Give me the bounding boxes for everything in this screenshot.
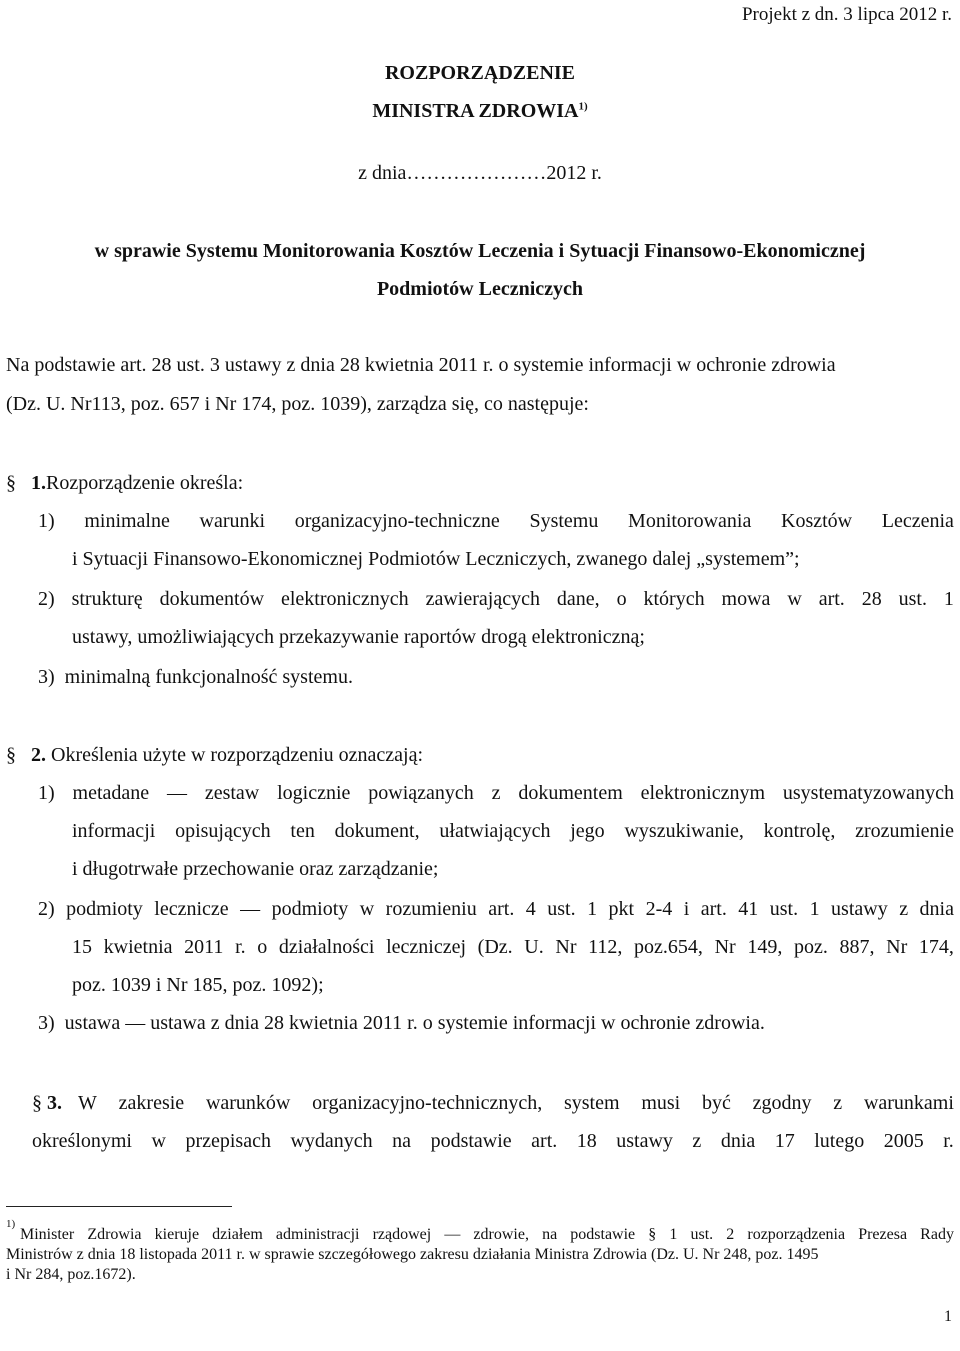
footnote-separator: [6, 1206, 232, 1207]
word: zawierających: [425, 588, 540, 610]
word: dokument,: [334, 820, 420, 842]
word: z: [491, 782, 501, 804]
word: 2-4: [645, 898, 673, 920]
word: określonymi: [32, 1130, 132, 1152]
word: działalności: [278, 936, 375, 958]
word: o: [616, 588, 627, 610]
word: 174,: [918, 936, 954, 958]
word: zakresie: [118, 1092, 185, 1114]
section-3-label: [32, 1092, 62, 1115]
word: poz.: [793, 936, 828, 958]
section-mark: §: [6, 744, 16, 766]
word: ust.: [690, 1226, 714, 1243]
word: dnia: [720, 1130, 756, 1152]
word: strukturę: [71, 588, 143, 610]
word: §: [648, 1226, 657, 1243]
word: (Dz.: [477, 936, 513, 958]
word: Nr: [555, 936, 577, 958]
word: ustawy: [831, 898, 888, 920]
footnote-line-1: [20, 1226, 954, 1244]
word: przepisach: [185, 1130, 271, 1152]
subject-line-1: w sprawie Systemu Monitorowania Kosztów Leczenia i Sytuacji Finansowo-Ekonomicznej: [94, 240, 866, 262]
section-2-item-1-line-1: [38, 782, 954, 805]
word: zestaw: [204, 782, 260, 804]
word: Rady: [920, 1226, 954, 1243]
word: 1: [809, 898, 820, 920]
word: Kosztów: [781, 510, 853, 532]
word: 2): [38, 588, 55, 610]
section-intro: Rozporządzenie określa:: [46, 472, 244, 494]
word: minimalne: [84, 510, 170, 532]
word: elektronicznym: [640, 782, 766, 804]
word: działem: [212, 1226, 263, 1243]
word: podmioty: [66, 898, 143, 920]
word: mowa: [721, 588, 771, 610]
word: których: [643, 588, 705, 610]
word: 112,: [588, 936, 623, 958]
word: jego: [570, 820, 605, 842]
word: system: [563, 1092, 620, 1114]
word: 1: [669, 1226, 678, 1243]
word: Leczenia: [881, 510, 954, 532]
word: —: [444, 1226, 461, 1243]
word: wydanych: [290, 1130, 373, 1152]
word: leczniczej: [386, 936, 467, 958]
word: poz.654,: [634, 936, 703, 958]
word: ust.: [769, 898, 799, 920]
word: 1): [38, 510, 55, 532]
word: r.: [943, 1130, 954, 1152]
word: z: [899, 898, 909, 920]
word: warunki: [199, 510, 266, 532]
section-2-item-1-line-2: [72, 820, 954, 843]
word: w: [359, 898, 375, 920]
word: z: [692, 1130, 702, 1152]
section-2-item-2-line-1: [38, 898, 954, 921]
word: podstawie: [430, 1130, 512, 1152]
word: podstawie: [570, 1226, 636, 1243]
word: kontrolę,: [763, 820, 836, 842]
word: w: [151, 1130, 166, 1152]
word: logicznie: [277, 782, 351, 804]
word: r.: [235, 936, 246, 958]
word: Systemu: [529, 510, 599, 532]
word: kwietnia: [103, 936, 173, 958]
section-1-item-3: 3) minimalną funkcjonalność systemu.: [38, 666, 353, 688]
word: 2): [38, 898, 55, 920]
section-2-item-2-line-2: [72, 936, 954, 959]
word: ustawy: [616, 1130, 673, 1152]
issuing-authority-title: [0, 100, 960, 123]
draft-note: Projekt z dn. 3 lipca 2012 r.: [741, 4, 952, 25]
word: 1: [587, 898, 598, 920]
word: lecznicze: [154, 898, 229, 920]
word: dnia: [919, 898, 954, 920]
page-number: 1: [944, 1308, 952, 1325]
word: elektronicznych: [280, 588, 409, 610]
word: dane,: [556, 588, 600, 610]
word: być: [701, 1092, 731, 1114]
word: 2011: [184, 936, 224, 958]
preamble-line-2: (Dz. U. Nr113, poz. 657 i Nr 174, poz. 1039), zarządza się, co następuje:: [6, 393, 589, 415]
word: administracji: [275, 1226, 360, 1243]
word: 149,: [747, 936, 783, 958]
word: kieruje: [154, 1226, 200, 1243]
word: warunkami: [863, 1092, 954, 1114]
word: lutego: [814, 1130, 865, 1152]
word: 15: [72, 936, 92, 958]
word: 2005: [883, 1130, 924, 1152]
section-1-item-2-line-2: ustawy, umożliwiających przekazywanie raportów drogą elektroniczną;: [72, 626, 645, 648]
word: wyszukiwanie,: [624, 820, 744, 842]
word: powiązanych: [368, 782, 474, 804]
word: dokumentów: [159, 588, 265, 610]
section-2-item-3: 3) ustawa — ustawa z dnia 28 kwietnia 2011 r. o systemie informacji w ochronie zdrowia.: [38, 1012, 765, 1034]
word: art.: [818, 588, 845, 610]
word: dokumentem: [518, 782, 623, 804]
word: ten: [290, 820, 315, 842]
section-mark: §: [32, 1092, 42, 1114]
word: na: [392, 1130, 412, 1152]
word: art.: [531, 1130, 558, 1152]
section-1-item-1-line-2: i Sytuacji Finansowo-Ekonomicznej Podmiotów Leczniczych, zwanego dalej „systemem”;: [72, 548, 800, 570]
word: i: [683, 898, 690, 920]
word: 1: [943, 588, 954, 610]
footnote-reference: 1): [578, 100, 588, 113]
word: Monitorowania: [628, 510, 752, 532]
word: Nr: [714, 936, 736, 958]
word: Prezesa: [858, 1226, 908, 1243]
word: warunków: [205, 1092, 291, 1114]
word: 4: [525, 898, 536, 920]
section-1-item-2-line-1: [38, 588, 954, 611]
word: zgodny: [752, 1092, 812, 1114]
document-type-title: ROZPORZĄDZENIE: [384, 62, 576, 84]
section-3-line-2: [32, 1130, 954, 1153]
preamble-line-1: Na podstawie art. 28 ust. 3 ustawy z dnia 28 kwietnia 2011 r. o systemie informacji w ochronie zdrowia: [6, 354, 836, 376]
word: o: [257, 936, 268, 958]
word: 17: [774, 1130, 795, 1152]
word: zdrowie,: [473, 1226, 529, 1243]
word: 2: [726, 1226, 735, 1243]
word: art.: [488, 898, 515, 920]
word: art.: [700, 898, 727, 920]
word: ułatwiających: [439, 820, 551, 842]
word: ust.: [898, 588, 927, 610]
word: musi: [641, 1092, 681, 1114]
word: podmioty: [271, 898, 349, 920]
section-number: 1.: [31, 472, 46, 494]
word: organizacyjno-techniczne: [294, 510, 500, 532]
word: rządowej: [372, 1226, 432, 1243]
authority-name: MINISTRA ZDROWIA: [372, 100, 579, 122]
footnote-line-3: i Nr 284, poz.1672).: [6, 1266, 136, 1283]
word: opisujących: [175, 820, 271, 842]
section-number: 2.: [31, 744, 46, 766]
section-2-item-1-line-3: i długotrwałe przechowanie oraz zarządzanie;: [72, 858, 439, 880]
word: 18: [576, 1130, 597, 1152]
word: usystematyzowanych: [782, 782, 954, 804]
word: U.: [524, 936, 544, 958]
word: pkt: [608, 898, 635, 920]
section-mark: §: [6, 472, 16, 494]
section-intro: Określenia użyte w rozporządzeniu oznaczają:: [51, 744, 424, 766]
word: organizacyjno-technicznych,: [312, 1092, 543, 1114]
footnote-line-2: Ministrów z dnia 18 listopada 2011 r. w sprawie szczegółowego zakresu działania Ministra Zdrowia (Dz. U. Nr 248, poz. 1495: [6, 1246, 819, 1263]
section-1-heading: [6, 472, 243, 495]
word: metadane: [72, 782, 150, 804]
word: 887,: [839, 936, 875, 958]
word: —: [240, 898, 261, 920]
word: —: [166, 782, 187, 804]
section-1-item-1-line-1: [38, 510, 954, 533]
section-2-item-2-line-3: poz. 1039 i Nr 185, poz. 1092);: [72, 974, 324, 996]
word: rozporządzenia: [747, 1226, 846, 1243]
word: 41: [738, 898, 759, 920]
word: Zdrowia: [87, 1226, 142, 1243]
section-2-heading: [6, 744, 423, 767]
word: Nr: [886, 936, 908, 958]
word: 1): [38, 782, 55, 804]
section-number: 3.: [47, 1092, 62, 1114]
word: W: [78, 1092, 97, 1114]
word: ust.: [547, 898, 576, 920]
word: na: [542, 1226, 558, 1243]
subject-line-2: Podmiotów Leczniczych: [376, 278, 584, 300]
word: zrozumienie: [855, 820, 954, 842]
word: w: [787, 588, 802, 610]
section-3-line-1: [78, 1092, 954, 1115]
date-line: z dnia…………………2012 r.: [358, 162, 602, 184]
word: Minister: [20, 1226, 75, 1243]
word: z: [833, 1092, 843, 1114]
word: 28: [861, 588, 882, 610]
word: rozumieniu: [385, 898, 477, 920]
word: informacji: [72, 820, 156, 842]
